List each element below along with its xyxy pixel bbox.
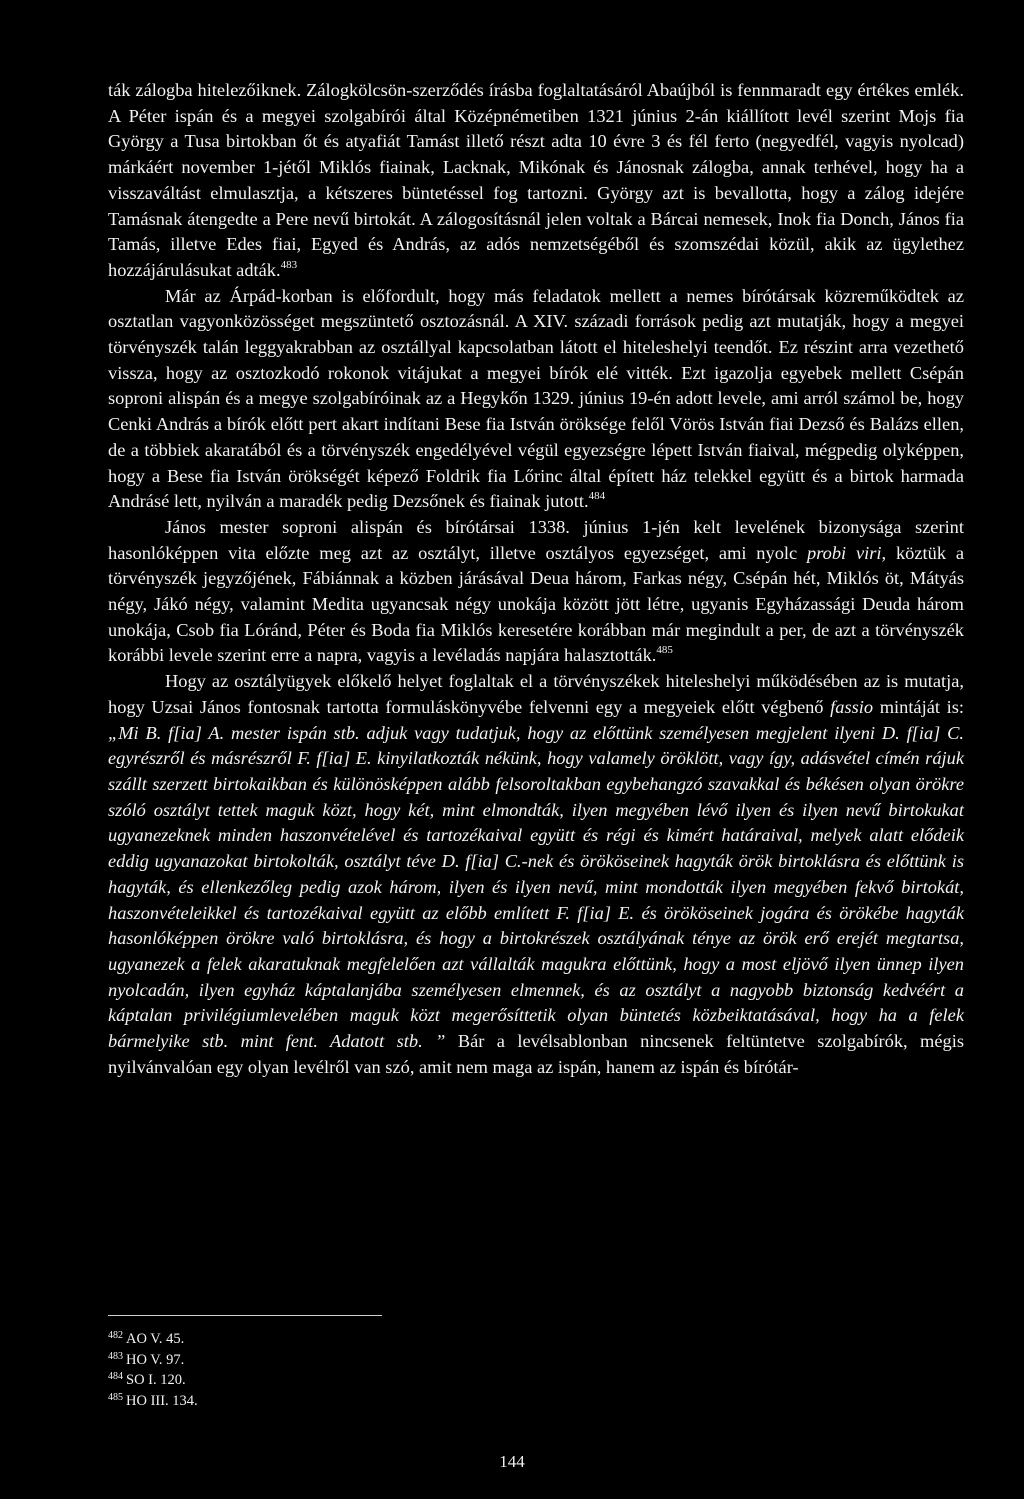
footnote: [108, 1371, 198, 1392]
paragraph: [108, 78, 964, 284]
footnote-number: 485: [108, 1391, 123, 1403]
footnote-text: HO V. 97.: [126, 1351, 185, 1368]
footnote-number: 483: [108, 1350, 123, 1362]
paragraph: [108, 284, 964, 515]
italic-text: fassio: [830, 696, 874, 717]
body-text: [108, 78, 964, 1080]
text-run: köztük a törvényszék jegyzőjének, Fábiánnak a közben járásával Deua három, Farkas négy, Csépán hét, Miklós öt, Mátyás négy, Jákó négy, valamint Medita ugyancsak négy unokája között jött létre, ugyanis Egyházassági Deuda három unokája, Csob fia Lóránd, Péter és Boda fia Miklós keresetére korábban már megindult a per, de azt a törvényszék korábbi levele szerint erre a napra, vagyis a levéladás napjára halasztották.: [108, 542, 965, 666]
footnote: [108, 1330, 198, 1351]
paragraph: [108, 669, 964, 1080]
footnotes: [108, 1330, 198, 1412]
text-run: Bár a levélsablonban nincsenek feltüntetve szolgabírók, mégis nyilvánvalóan egy olyan levélről van szó, amit nem maga az ispán, hanem az ispán és bírótár-: [108, 1031, 964, 1077]
text-run: János mester soproni alispán és bírótársai 1338. június 1-jén kelt levelének bizonysága szerint hasonlóképpen vita előzte meg azt az osztályt, illetve osztályos egyezséget, ami nyolc: [108, 516, 964, 563]
footnote-text: AO V. 45.: [126, 1331, 185, 1347]
text-run: Hogy az osztályügyek előkelő helyet foglaltak el a törvényszékek hiteleshelyi működésében az is mutatja, hogy Uzsai János fontosnak tartotta formuláskönyvébe felvenni egy a megyeiek előtt végbenő: [108, 671, 964, 717]
footnote-reference: 483: [280, 258, 298, 271]
footnote-text: HO III. 134.: [126, 1392, 198, 1409]
footnote: [108, 1392, 198, 1413]
paragraph: [108, 515, 964, 669]
footnote-reference: 485: [656, 644, 673, 657]
footnote-number: 482: [108, 1330, 123, 1341]
text-run: Már az Árpád-korban is előfordult, hogy más feladatok mellett a nemes bírótársak közreműködtek az osztatlan vagyonközösséget megszüntető osztozásnál. A XIV. századi források pedig azt mutatják, hogy a megyei törvényszék talán leggyakrabban az osztállyal kapcsolatban látott el hiteleshelyi teendőt. Ez részint arra vezethető vissza, hogy az osztozkodó rokonok vitájukat a megyei bírók elé vitték. Ezt igazolja egyebek mellett Csépán soproni alispán és a megye szolgabíróinak az a Hegykőn 1329. június 19-én adott levele, ami arról számol be, hogy Cenki András a bírók előtt pert akart indítani Bese fia István öröksége felől Vörös István fiai Dezső és Balázs ellen, de a többiek akaratából és a törvényszék engedélyével végül egyezségre lépett István fiaival, mégpedig olyképpen, hogy a Bese fia István örökségét képező Foldrik fia Lőrinc által épített ház telekkel együtt és a birtok harmada Andrásé lett, nyilván a maradék pedig Dezsőnek és fiainak jutott.: [108, 285, 964, 512]
text-run: mintáját is:: [873, 696, 964, 717]
footnote: [108, 1351, 198, 1372]
text-run: ták zálogba hitelezőiknek. Zálogkölcsön-szerződés írásba foglaltatásáról Abaújból is fennmaradt egy értékes emlék. A Péter ispán és a megyei szolgabírói által Középnémetiben 1321 június 2-án kiállított levél szerint Mojs fia György a Tusa birtokban őt és atyafiát Tamást illető részt adta 10 évre 3 és fél ferto (negyedfél, vagyis nyolcad) márkáért november 1-jétől Miklós fiainak, Lacknak, Mikónak és Jánosnak zálogba, annak terhével, hogy ha a visszaváltást elmulasztja, a kétszeres büntetéssel fog tartozni. György azt is bevallotta, hogy a zálog idejére Tamásnak átengedte a Pere nevű birtokát. A zálogosításnál jelen voltak a Bárcai nemesek, Inok fia Donch, János fia Tamás, illetve Edes fiai, Egyed és András, az adós nemzetségéből és szomszédai közül, akik az ügylethez hozzájárulásukat adták.: [108, 80, 964, 280]
footnote-reference: 484: [588, 490, 606, 503]
footnote-number: 484: [108, 1371, 123, 1382]
footnote-separator: [108, 1315, 382, 1316]
italic-text: „Mi B. f[ia] A. mester ispán stb. adjuk vagy tudatjuk, hogy az előttünk személyesen megjelent ilyeni D. f[ia] C. egyrészről és másrészről F. f[ia] E. kinyilatkozták nékünk, hogy valamely öröklött, vagy így, adásvétel címén rájuk szállt szerzett birtokaikban és különösképpen alább felsoroltakban egybehangzó szavakkal és békésen olyan örökre szóló osztályt tettek maguk közt, hogy két, mint elmondták, ilyen megyében lévő ilyen és ilyen nevű birtokukat ugyanezeknek minden haszonvételével és tartozékaival együtt és régi és kimért határaival, melyek alatt elődeik eddig ugyanazokat birtokolták, osztályt téve D. f[ia] C.-nek és örököseinek hagyták örök birtoklásra és előttünk is hagyták, és ellenkezőleg pedig azok három, ilyen és ilyen nevű, mint mondották ilyen megyében fekvő birtokát, haszonvételeikkel és tartozékaival együtt az előbb említett F. f[ia] E. és örököseinek jogára és örökébe hagyták hasonlóképpen örökre való birtoklásra, és hogy a birtokrészek osztályának tényе az örök erő erejét megtartsa, ugyanezek a felek akaratuknak megfelelően azt vállalták magukra előttünk, hogy a most eljövő ilyen ünnep ilyen nyolcadán, ilyen egyház káptalanjába személyesen elmennek, és az osztályt a nagyobb biztonság kedvéért a káptalan privilégiumlevelében maguk közt megerősíttetik olyan büntetés közbeiktatásával, hogy ha a felek bármelyike stb. mint fent. Adatott stb. ”: [108, 722, 964, 1052]
page-number: 144: [499, 1452, 525, 1471]
footnote-text: SO I. 120.: [126, 1372, 186, 1388]
italic-text: probi viri,: [807, 542, 887, 563]
